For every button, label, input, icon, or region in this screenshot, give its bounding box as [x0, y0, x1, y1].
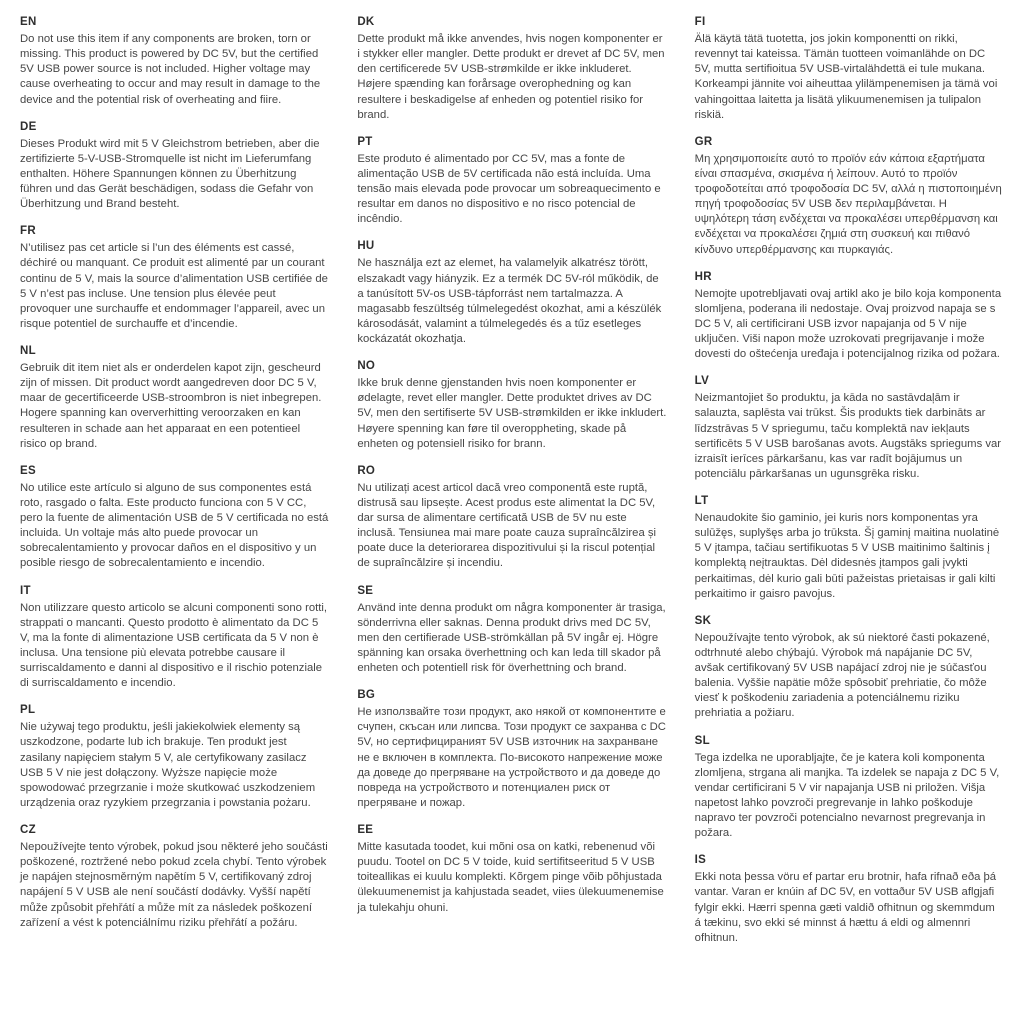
language-code-heading: GR	[694, 135, 713, 148]
language-code-heading: EN	[20, 16, 37, 28]
language-paragraph: Nenaudokite šio gaminio, jei kuris nors komponentas yra sulūžęs, suplyšęs arba jo trūksta. Šį gaminį maitina nuolatinė 5 V įtampa, tačiau sertifikuotas 5 V USB maitinimo šaltinis į komplektą neįtrauktas. Dėl didesnės įtampos gali įvykti perkaitimas, dėl kurio gali būti pažeistas prietaisas ir gali kilti perkaitimo ir gaisro pavojus.	[694, 512, 1000, 600]
language-paragraph: Este produto é alimentado por CC 5V, mas a fonte de alimentação USB de 5V certificada não está incluída. Uma tensão mais elevada pode provocar um sobreaquecimento e resultar em danos no dispositivo e no risco potencial de incêndio.	[357, 152, 661, 226]
columns	[20, 16, 1004, 946]
language-paragraph: Nepoužívejte tento výrobek, pokud jsou některé jeho součásti poškozené, roztržené nebo pokud zcela chybí. Tento výrobek je napájen stejnosměrným napětím 5 V, certifikovaný zdroj napájení 5 V USB ale není součástí dodávky. Vyšší napětí může způsobit přehřátí a může mít za následek poškození zařízení a vést k potenciálnímu riziku přehřátí a požáru.	[20, 841, 328, 929]
language-paragraph: Nie używaj tego produktu, jeśli jakiekolwiek elementy są uszkodzone, podarte lub ich brakuje. Ten produkt jest zasilany napięciem stałym 5 V, ale certyfikowany zasilacz USB 5 V nie jest dołączony. Wyższe napięcie może spowodować przegrzanie i może skutkować uszkodzeniem urządzenia oraz ryzykiem przegrzania i powstania pożaru.	[20, 721, 316, 809]
language-paragraph: Не използвайте този продукт, ако някой от компонентите е счупен, скъсан или липсва. Този продукт се захранва с DC 5V, но сертифицираният 5V USB източник на захранване не е включен в комплекта. По-високото напрежение може да доведе до прегряване на устройството и да доведе до повреда на устройството и потенциален риск от прегряване и пожар.	[357, 706, 666, 809]
language-code-heading: SE	[357, 584, 374, 597]
language-paragraph: Älä käytä tätä tuotetta, jos jokin komponentti on rikki, revennyt tai kateissa. Tämän tuotteen voimanlähde on DC 5V, mutta sertifioitua 5V USB-virtalähdettä ei tule mukana. Korkeampi jännite voi aiheuttaa ylilämpenemisen ja tämä voi vahingoittaa laitetta ja lisätä ylikuumenemisen ja tulipalon riskiä.	[694, 33, 998, 121]
language-code-heading: CZ	[20, 824, 36, 836]
language-code-heading: PL	[20, 704, 36, 717]
language-code-heading: DK	[357, 16, 375, 28]
language-paragraph: Gebruik dit item niet als er onderdelen kapot zijn, gescheurd zijn of missen. Dit product wordt aangedreven door DC 5 V, maar de gecertificeerde USB-stroombron is niet inbegrepen. Hogere spanning kan oververhitting veroorzaken en kan resulteren in schade aan het apparaat en een potentieel risico op brand.	[20, 362, 322, 450]
language-paragraph: Ikke bruk denne gjenstanden hvis noen komponenter er ødelagte, revet eller mangler. Dette produktet drives av DC 5V, men den sertifiserte 5V USB-strømkilden er ikke inkludert. Høyere spenning kan føre til overoppheting, skade på enheten og potensiell risiko for brann.	[357, 377, 667, 450]
language-paragraph: Neizmantojiet šo produktu, ja kāda no sastāvdaļām ir salauzta, saplēsta vai trūkst. Šis produkts tiek darbināts ar līdzstrāvas 5 V spriegumu, taču komplektā nav iekļauts sertificēts 5 V USB barošanas avots. Augstāks spriegums var izraisīt ierīces pārkaršanu, kas var radīt bojājumus un potenciālu pārkaršanas un ugunsgrēka risku.	[694, 392, 1002, 480]
language-code-heading: RO	[357, 464, 376, 477]
language-paragraph: Använd inte denna produkt om några komponenter är trasiga, sönderrivna eller saknas. Denna produkt drivs med DC 5V, men den certifierade USB-strömkällan på 5V ingår ej. Högre spänning kan orsaka överhettning och kan leda till skador på enheten och potentiell risk för överhettning och brand.	[357, 601, 666, 674]
language-paragraph: No utilice este artículo si alguno de sus componentes está roto, rasgado o falta. Este producto funciona con 5 V CC, pero la fuente de alimentación USB de 5 V certificada no está incluida. Un voltaje más alto puede provocar un sobrecalentamiento y provocar daños en el dispositivo y un posible riesgo de sobrecalentamiento e incendio.	[20, 481, 329, 570]
text-column	[357, 16, 666, 946]
text-column	[695, 16, 1004, 946]
language-paragraph: Ekki nota þessa vöru ef partar eru brotnir, hafa rifnað eða þá vantar. Varan er knúin af DC 5V, en vottaður 5V USB aflgjafi fylgir ekki. Hærri spenna gæti valdið ofhitnun og skemmdum á tækinu, svo ekki sé minnst á hættu á eldi og almennri ofhitnun.	[694, 871, 997, 944]
language-code-heading: SL	[694, 734, 710, 747]
language-paragraph: Ne használja ezt az elemet, ha valamelyik alkatrész törött, elszakadt vagy hiányzik. Ez a termék DC 5V-ról működik, de a tanúsított 5V-os USB-tápforrást nem tartalmazza. A magasabb feszültség túlmelegedést okozhat, ami a készülék károsodását, valamint a túlmelegedés és a tűz esetleges kockázatát okozhatja.	[357, 257, 662, 345]
language-paragraph: Do not use this item if any components are broken, torn or missing. This product is powered by DC 5V, but the certified 5V USB power source is not included. Higher voltage may cause overheating to occur and may result in damage to the device and the potential risk of overheating and fiire.	[20, 33, 321, 106]
language-code-heading: LT	[694, 495, 709, 507]
language-paragraph: N’utilisez pas cet article si l’un des éléments est cassé, déchiré ou manquant. Ce produit est alimenté par un courant continu de 5 V, mais la source d’alimentation USB certifiée de 5 V n’est pas incluse. Une tension plus élevée peut provoquer une surchauffe et endommager l’appareil, avec un risque potentiel de surchauffe et d’incendie.	[20, 242, 328, 330]
language-paragraph: Dieses Produkt wird mit 5 V Gleichstrom betrieben, aber die zertifizierte 5-V-USB-Stromquelle ist nicht im Lieferumfang enthalten. Höhere Spannungen können zu Überhitzung führen und das Gerät beschädigen, sodass die Gefahr von Überhitzung und Brand besteht.	[20, 137, 320, 211]
language-code-heading: IT	[20, 584, 31, 597]
language-code-heading: SK	[694, 614, 712, 627]
language-code-heading: PT	[357, 135, 373, 148]
language-code-heading: NO	[357, 360, 376, 373]
language-code-heading: LV	[694, 375, 710, 388]
language-paragraph: Tega izdelka ne uporabljajte, če je katera koli komponenta zlomljena, strgana ali manjka. Ta izdelek se napaja z DC 5 V, vendar certificirani 5 V vir napajanja USB ni priložen. Višja napetost lahko povzroči pregrevanje in lahko poškoduje napravo ter povzroči potencialno nevarnost pregrevanja in požara.	[694, 751, 1000, 840]
language-code-heading: ES	[20, 464, 36, 477]
language-code-heading: NL	[20, 345, 36, 357]
language-code-heading: FR	[20, 225, 36, 238]
language-paragraph: Nu utilizați acest articol dacă vreo componentă este ruptă, distrusă sau lipsește. Acest produs este alimentat la DC 5V, dar sursa de alimentare certificată USB de 5V nu este inclusă. Tensiunea mai mare poate cauza supraîncălzirea și poate duce la deteriorarea dispozitivului și la riscul potențial de supraîncălzire și incendiu.	[357, 481, 657, 570]
language-paragraph: Mitte kasutada toodet, kui mõni osa on katki, rebenenud või puudu. Tootel on DC 5 V toide, kuid sertifitseeritud 5 V USB toiteallikas ei kuulu komplekti. Kõrgem pinge võib põhjustada ülekuumenemist ja kahjustada seadet, viies ülekuumenemise ja tulekahju ohuni.	[357, 841, 664, 914]
language-code-heading: EE	[357, 824, 374, 836]
language-paragraph: Dette produkt må ikke anvendes, hvis nogen komponenter er i stykker eller mangler. Dette produkt er drevet af DC 5V, men den certificerede 5V USB-strømkilde er ikke inkluderet. Højere spænding kan forårsage overophedning og kan resultere i beskadigelse af enheden og potentiel risiko for brand.	[357, 33, 665, 121]
language-code-heading: BG	[357, 689, 376, 702]
language-paragraph: Μη χρησιμοποιείτε αυτό το προϊόν εάν κάποια εξαρτήματα είναι σπασμένα, σκισμένα ή λείπουν. Αυτό το προϊόν τροφοδοτείται από τροφοδοσία DC 5V, αλλά η πιστοποιημένη πηγή τροφοδοσίας 5V USB δεν περιλαμβάνεται. Η υψηλότερη τάση ενδέχεται να προκαλέσει υπερθέρμανση και ενδέχεται να προκαλέσει ζημιά στη συσκευή και πιθανό κίνδυνο υπερθέρμανσης και πυρκαγιάς.	[694, 152, 1002, 256]
language-paragraph: Nemojte upotrebljavati ovaj artikl ako je bilo koja komponenta slomljena, poderana ili nedostaje. Ovaj proizvod napaja se s DC 5 V, ali certificirani USB izvor napajanja od 5 V nije uključen. Viši napon može uzrokovati pregrijavanje i može dovesti do oštećenja uređaja i potencijalnog rizika od požara.	[694, 287, 1002, 361]
language-code-heading: HR	[694, 270, 712, 283]
language-code-heading: FI	[694, 16, 706, 28]
text-column	[20, 16, 329, 946]
language-code-heading: HU	[357, 240, 375, 253]
language-paragraph: Non utilizzare questo articolo se alcuni componenti sono rotti, strappati o mancanti. Questo prodotto è alimentato da DC 5 V, ma la fonte di alimentazione USB certificata da 5 V non è inclusa. Una tensione più elevata potrebbe causare il surriscaldamento e danni al dispositivo e il rischio potenziale di surriscaldamento e incendio.	[20, 601, 328, 690]
language-code-heading: DE	[20, 120, 37, 133]
language-paragraph: Nepoužívajte tento výrobok, ak sú niektoré časti pokazené, odtrhnuté alebo chýbajú. Výrobok má napájanie DC 5V, avšak certifikovaný 5V USB napájací zdroj nie je súčasťou balenia. Vyššie napätie môže spôsobiť prehriatie, čo môže viesť k poškodeniu zariadenia a potenciálnemu riziku prehriatia a požiaru.	[694, 631, 990, 720]
language-code-heading: IS	[694, 854, 707, 867]
